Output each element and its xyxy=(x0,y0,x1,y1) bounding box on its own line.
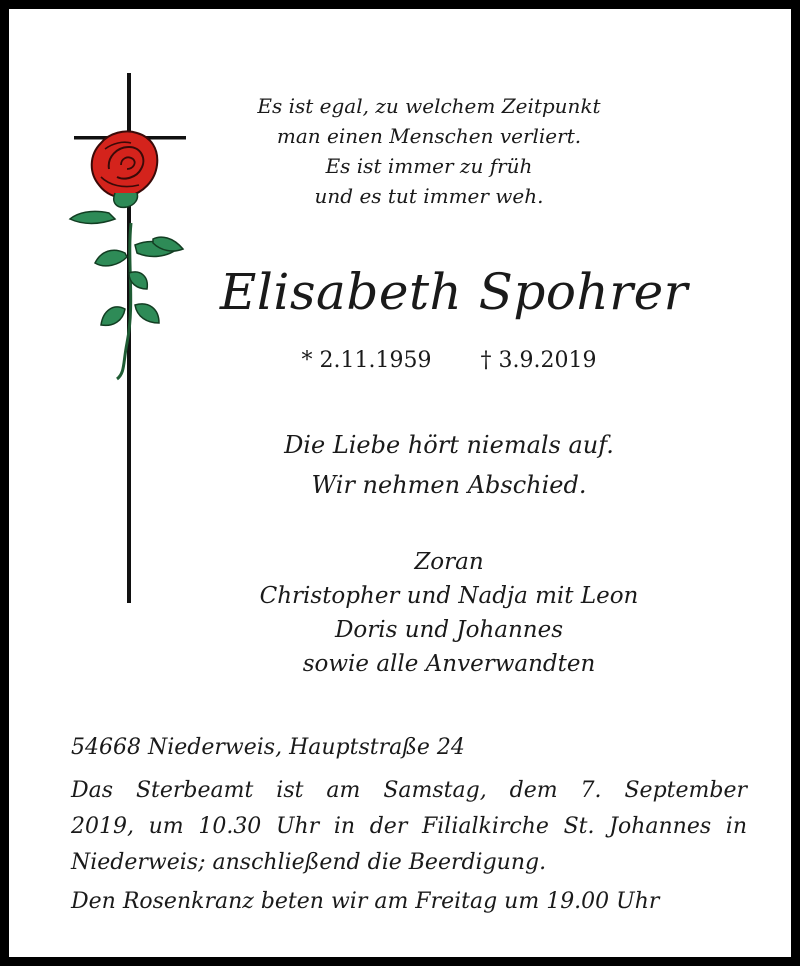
deceased-name: Elisabeth Spohrer xyxy=(219,263,689,321)
mourner-line: Christopher und Nadja mit Leon xyxy=(259,583,639,609)
life-dates xyxy=(249,345,649,377)
mourners-list xyxy=(179,545,719,681)
quote-line: Es ist egal, zu welchem Zeitpunkt xyxy=(257,94,601,118)
mourner-line: Zoran xyxy=(414,549,484,575)
quote-line: man einen Menschen verliert. xyxy=(276,124,582,148)
rosary-info: Den Rosenkranz beten wir am Freitag um 19.00 Uhr xyxy=(71,889,660,914)
quote-line: Es ist immer zu früh xyxy=(325,154,533,178)
farewell-motto xyxy=(179,425,719,505)
funeral-service-info xyxy=(71,773,751,881)
mourner-line: Doris und Johannes xyxy=(334,617,564,643)
service-line: Das Sterbeamt ist am Samstag, dem 7. September xyxy=(71,778,747,803)
quote-line: und es tut immer weh. xyxy=(314,184,544,208)
motto-line: Wir nehmen Abschied. xyxy=(311,471,587,499)
mourner-line: sowie alle Anverwandten xyxy=(302,651,596,677)
birth-date: * 2.11.1959 xyxy=(301,348,432,373)
service-line: 2019, um 10.30 Uhr in der Filialkirche St. Johannes in xyxy=(71,814,747,839)
death-date: † 3.9.2019 xyxy=(480,348,597,373)
family-address: 54668 Niederweis, Hauptstraße 24 xyxy=(71,735,465,760)
opening-quote xyxy=(169,91,689,211)
service-line: Niederweis; anschließend die Beerdigung. xyxy=(71,850,547,875)
motto-line: Die Liebe hört niemals auf. xyxy=(284,431,614,459)
